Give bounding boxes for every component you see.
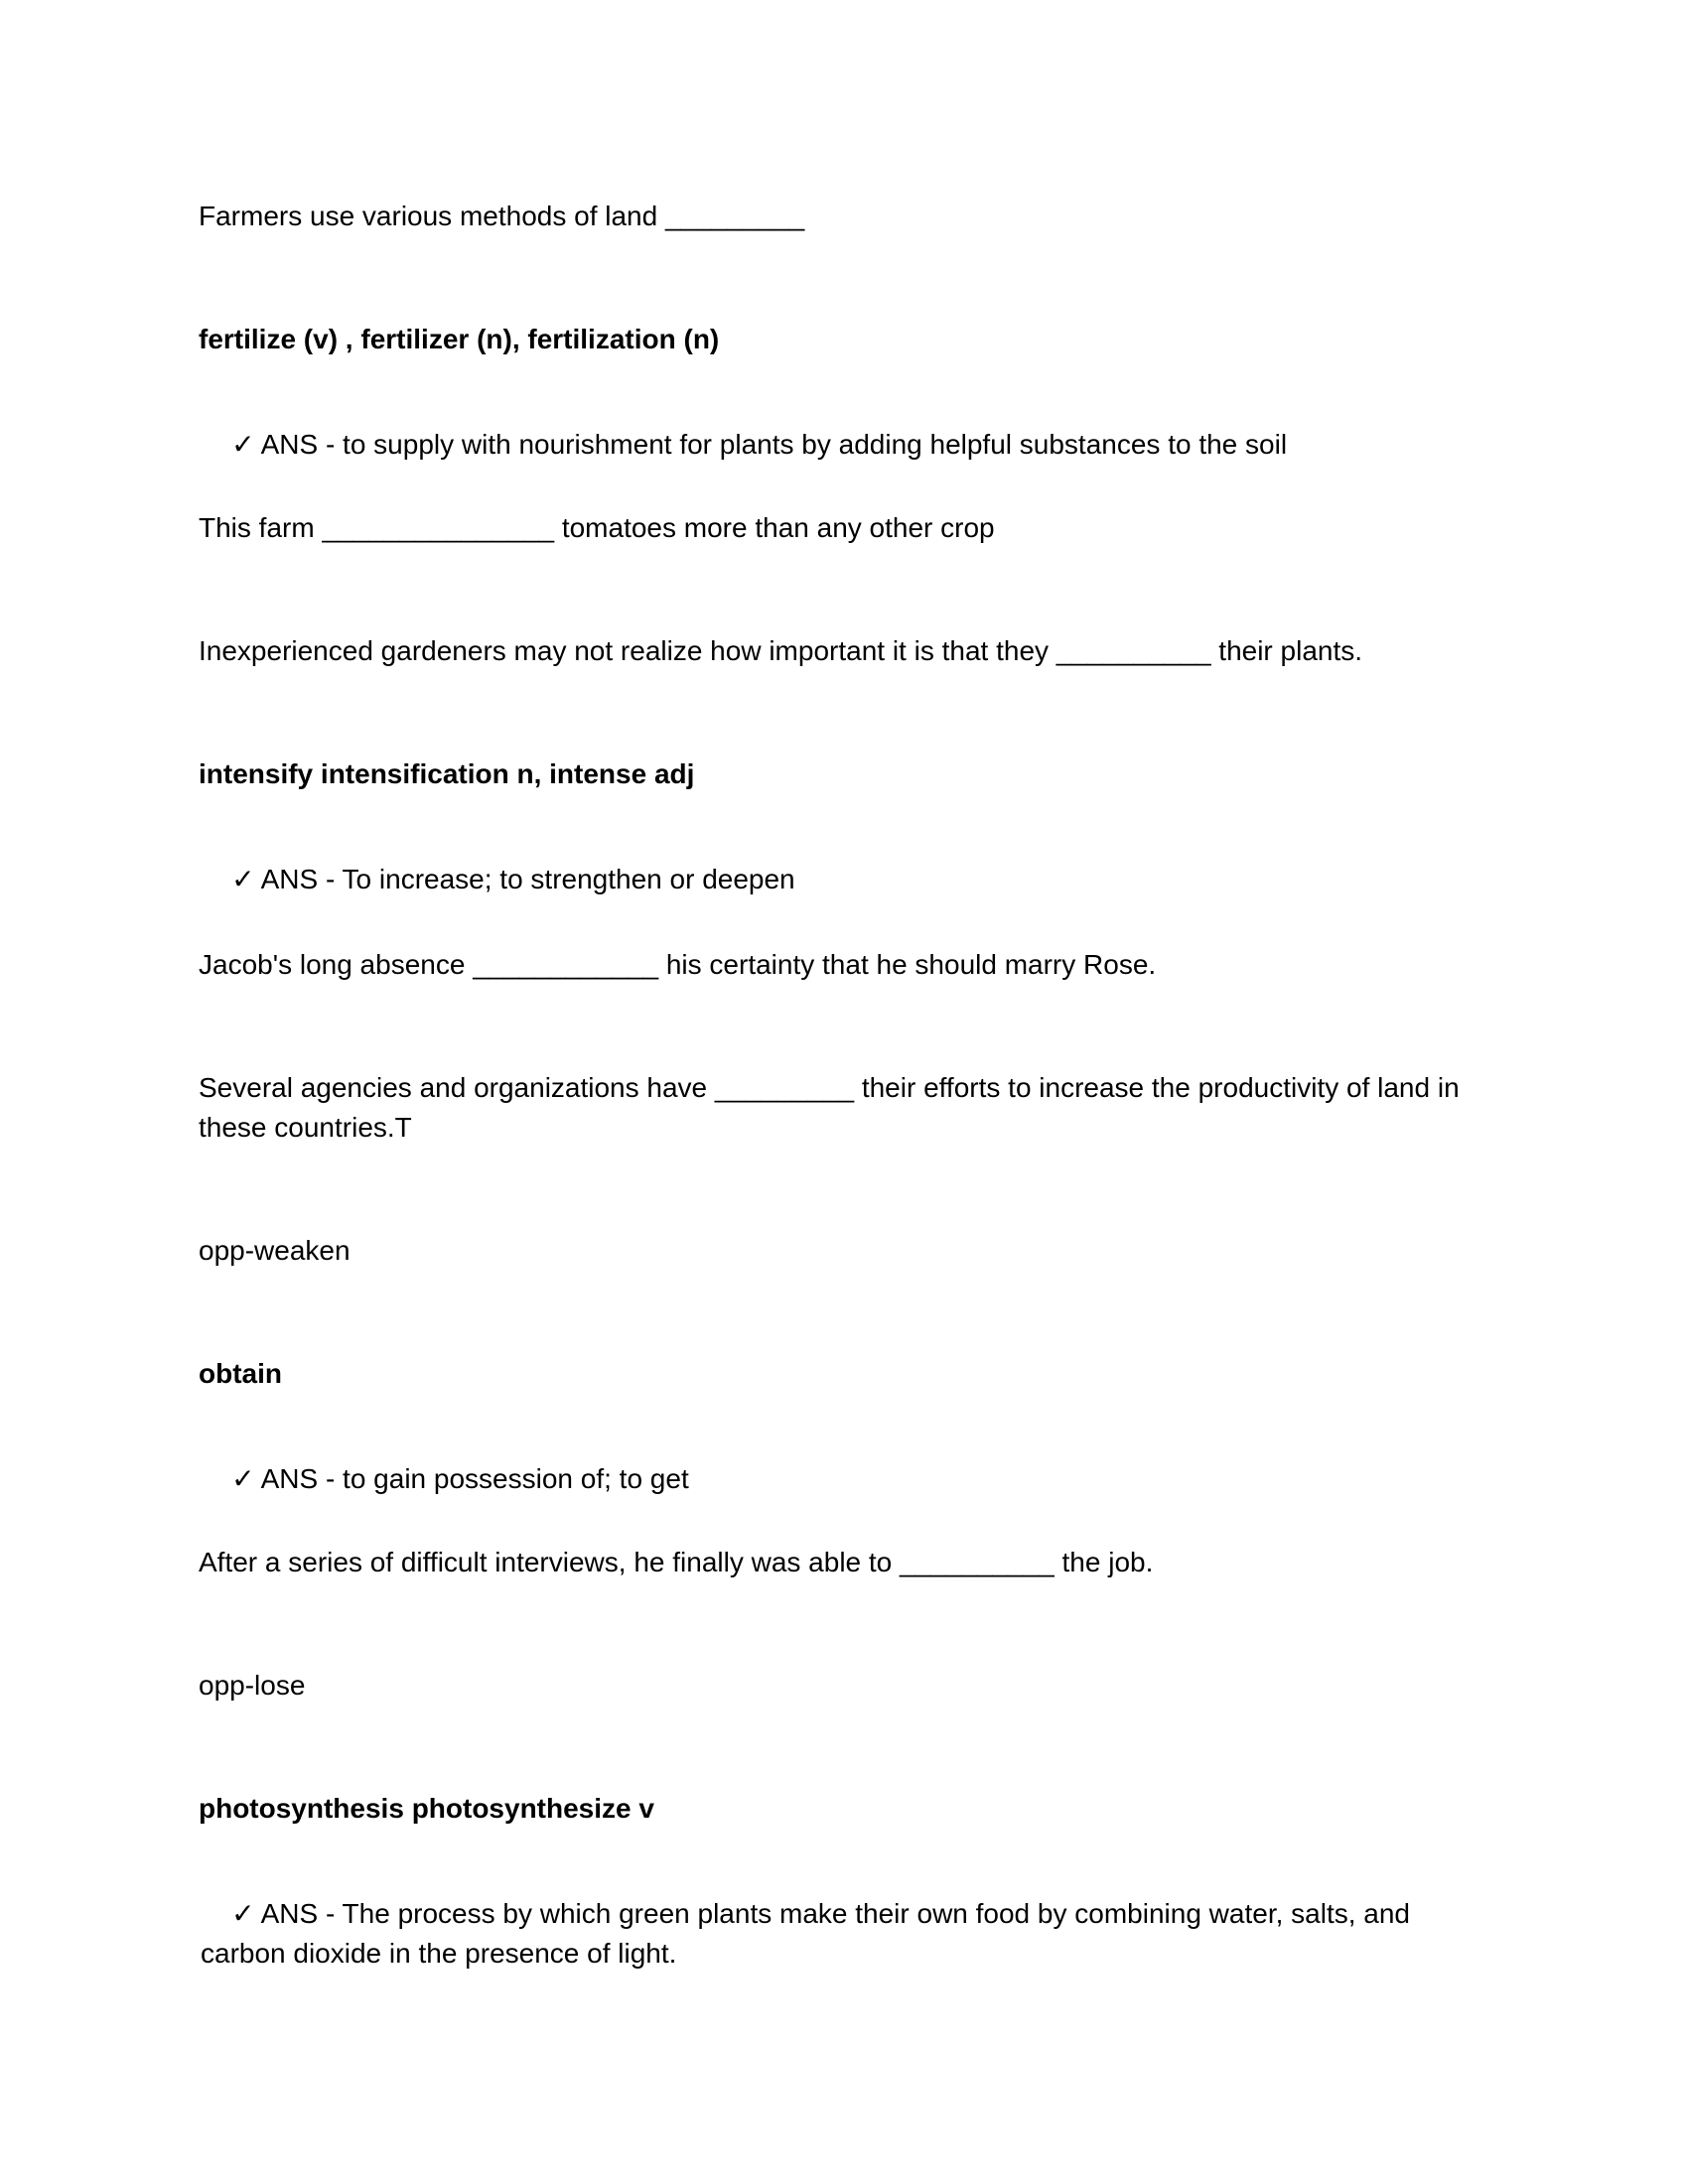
sentence-land: Farmers use various methods of land _________ [199, 201, 805, 231]
sentence-agencies: Several agencies and organizations have _________ their efforts to increase the productivity of land in these countries.T [199, 1072, 1468, 1143]
checkmark-icon: ✓ [231, 864, 255, 894]
term-intensify: intensify intensification n, intense adj [199, 758, 695, 789]
answer-intensify [201, 820, 1491, 939]
opposite-weaken: opp-weaken [199, 1235, 351, 1266]
answer-text: ANS - to supply with nourishment for plants by adding helpful substances to the soil [260, 429, 1288, 460]
answer-text: ANS - To increase; to strengthen or deepen [260, 864, 795, 894]
sentence-jacob: Jacob's long absence ____________ his certainty that he should marry Rose. [199, 949, 1157, 980]
sentence-farm: This farm _______________ tomatoes more than any other crop [199, 512, 995, 543]
sentence-interviews: After a series of difficult interviews, he finally was able to __________ the job. [199, 1547, 1154, 1577]
answer-photosynthesis [201, 1854, 1491, 2013]
checkmark-icon: ✓ [231, 429, 255, 460]
checkmark-icon: ✓ [231, 1898, 255, 1929]
answer-text: ANS - to gain possession of; to get [260, 1463, 689, 1494]
sentence-gardeners: Inexperienced gardeners may not realize how important it is that they __________ their plants. [199, 635, 1363, 666]
answer-fertilize [201, 385, 1491, 504]
term-photosynthesis: photosynthesis photosynthesize v [199, 1793, 654, 1824]
answer-text: ANS - The process by which green plants make their own food by combining water, salts, and carbon dioxide in the presence of light. [201, 1898, 1418, 1969]
term-fertilize: fertilize (v) , fertilizer (n), fertilization (n) [199, 324, 720, 354]
answer-obtain [201, 1420, 1491, 1539]
checkmark-icon: ✓ [231, 1463, 255, 1494]
term-obtain: obtain [199, 1358, 282, 1389]
opposite-lose: opp-lose [199, 1670, 306, 1701]
